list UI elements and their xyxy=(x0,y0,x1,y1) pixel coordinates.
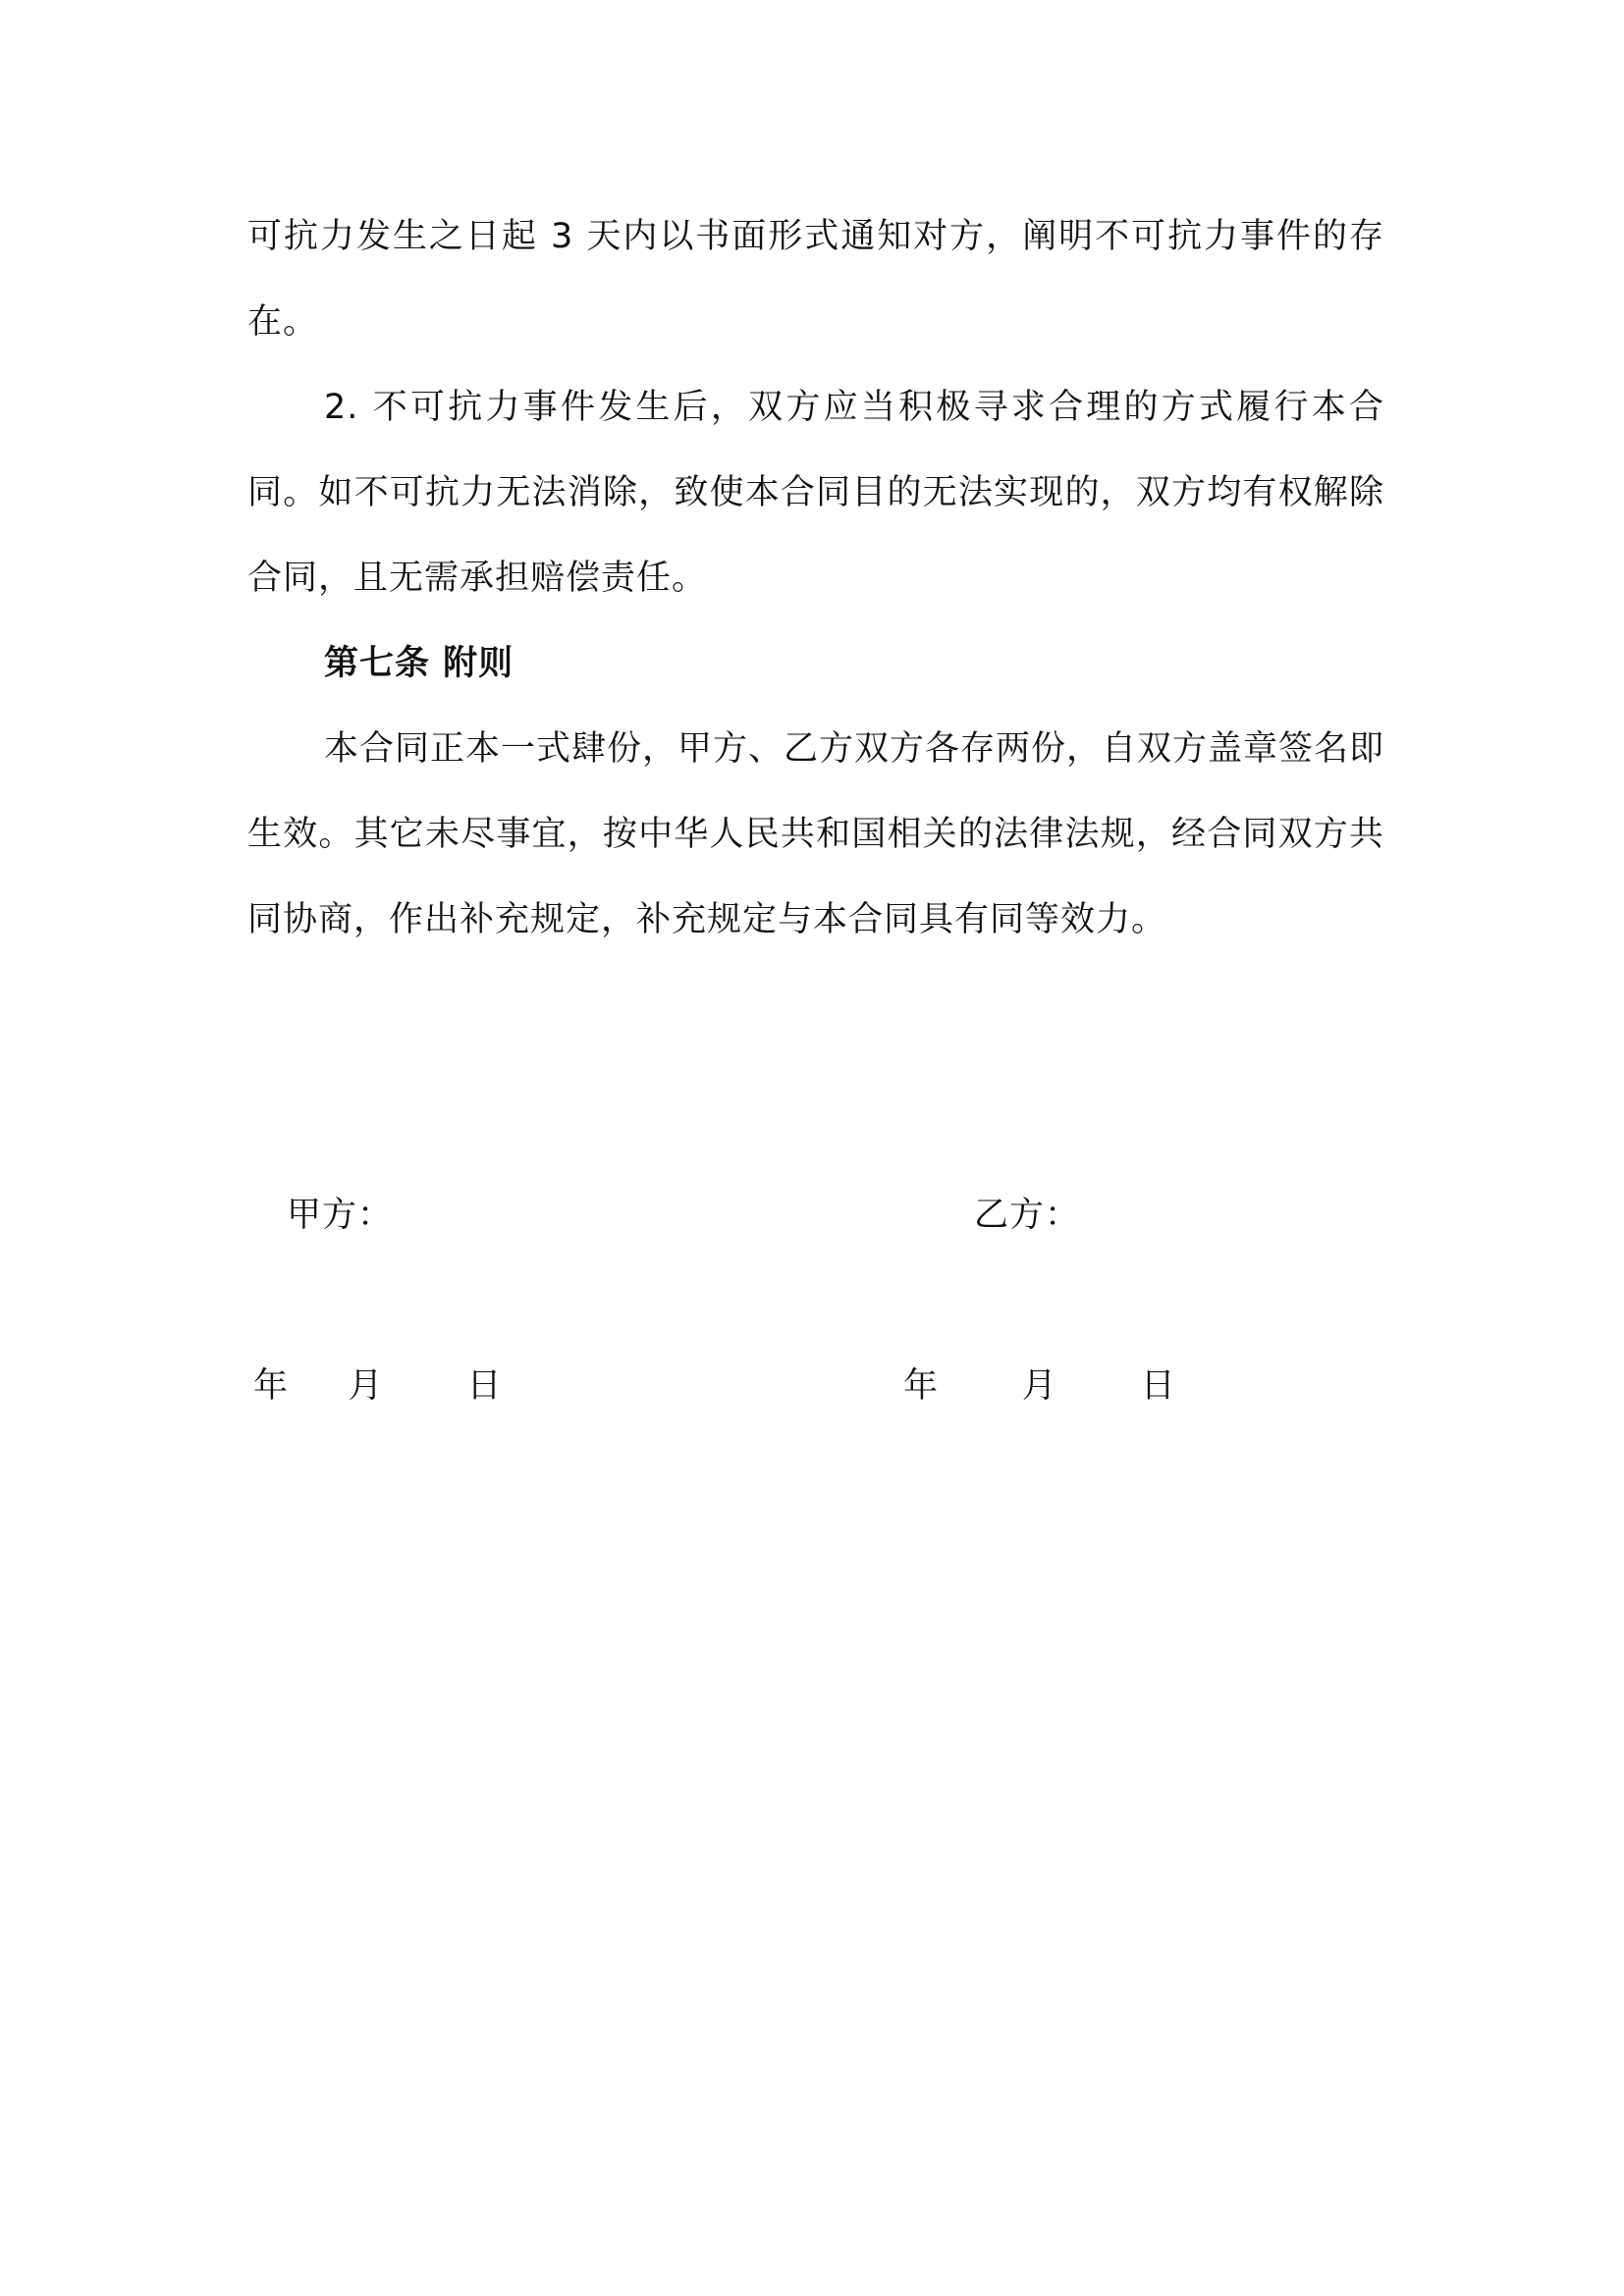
party-b-date-line: 年 月 日 xyxy=(903,1366,1176,1406)
force-majeure-clause-2: 2. 不可抗力事件发生后，双方应当积极寻求合理的方式履行本合同。如不可抗力无法消除，致使本合同目的无法实现的，双方均有权解除合同，且无需承担赔偿责任。 xyxy=(247,388,1384,598)
party-a-date-line: 年 月 日 xyxy=(253,1366,503,1406)
article-7-paragraph: 本合同正本一式肆份，甲方、乙方双方各存两份，自双方盖章签名即生效。其它未尽事宜，按中华人民共和国相关的法律法规，经合同双方共同协商，作出补充规定，补充规定与本合同具有同等效力。 xyxy=(247,729,1385,939)
party-a-label: 甲方： xyxy=(287,1196,394,1235)
force-majeure-notice-paragraph: 可抗力发生之日起 3 天内以书面形式通知对方，阐明不可抗力事件的存在。 xyxy=(247,217,1384,342)
contract-body xyxy=(247,194,1384,963)
party-b-label: 乙方： xyxy=(974,1196,1081,1235)
article-7-heading: 第七条 附则 xyxy=(324,644,514,683)
